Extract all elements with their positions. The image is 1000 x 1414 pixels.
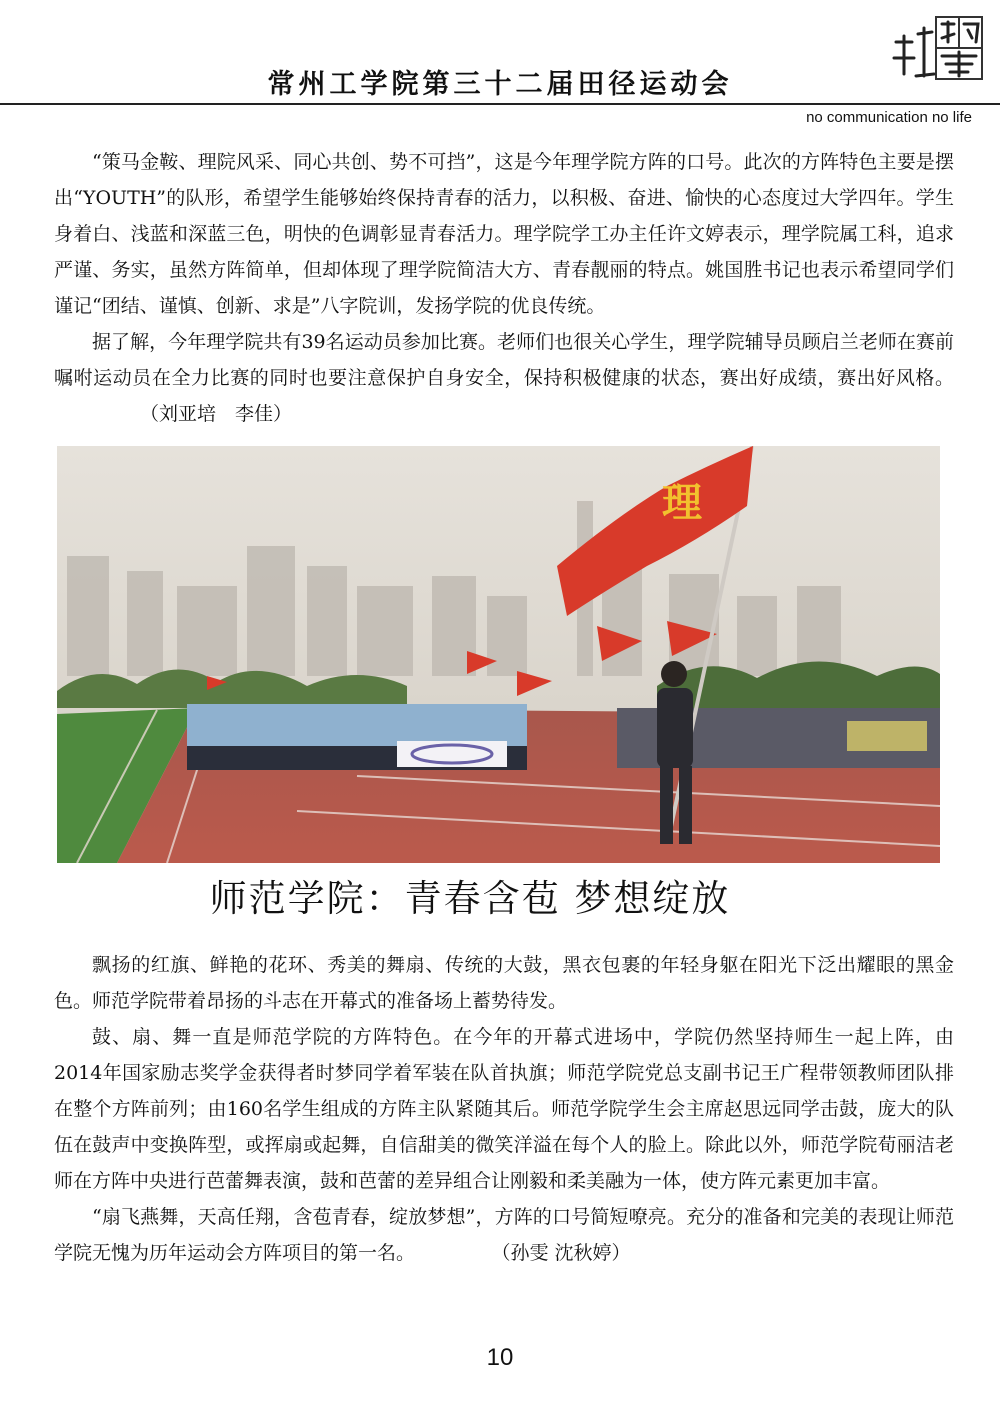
article-paragraph: 据了解，今年理学院共有39名运动员参加比赛。老师们也很关心学生，理学院辅导员顾启兰老师在赛前嘱咐运动员在全力比赛的同时也要注意保护自身安全，保持积极健康的状态，赛出好成绩，赛出好风格。（刘亚培 李佳）: [54, 331, 954, 425]
tagline: no communication no life: [806, 109, 972, 126]
page-number: 10: [486, 1344, 514, 1371]
article-paragraph: “策马金鞍、理院风采、同心共创、势不可挡”，这是今年理学院方阵的口号。此次的方阵特色主要是摆出“YOUTH”的队形，希望学生能够始终保持青春的活力，以积极、奋进、愉快的心态度过大学四年。学生身着白、浅蓝和深蓝三色，明快的色调彰显青春活力。理学院学工办主任许文婷表示，理学院属工科，追求严谨、务实，虽然方阵简单，但却体现了理学院简洁大方、青春靓丽的特点。姚国胜书记也表示希望同学们谨记“团结、谨慎、创新、求是”八字院训，发扬学院的优良传统。: [54, 151, 954, 317]
article-paragraph: 鼓、扇、舞一直是师范学院的方阵特色。在今年的开幕式进场中，学院仍然坚持师生一起上阵，由2014年国家励志奖学金获得者时梦同学着军装在队首执旗；师范学院党总支副书记王广程带领教师团队排在整个方阵前列；由160名学生组成的方阵主队紧随其后。师范学院学生会主席赵思远同学击鼓，庞大的队伍在鼓声中变换阵型，或挥扇或起舞，自信甜美的微笑洋溢在每个人的脸上。除此以外，师范学院荀丽洁老师在方阵中央进行芭蕾舞表演，鼓和芭蕾的差异组合让刚毅和柔美融为一体，使方阵元素更加丰富。: [54, 1026, 954, 1192]
article-science-college: [54, 144, 954, 432]
article-normal-college: [54, 947, 954, 1271]
header-divider: [0, 103, 1000, 105]
article-byline: （孙雯 沈秋婷）: [501, 1242, 631, 1264]
article-paragraph: 飘扬的红旗、鲜艳的花环、秀美的舞扇、传统的大鼓，黑衣包裹的年轻身躯在阳光下泛出耀眼的黑金色。师范学院带着昂扬的斗志在开幕式的准备场上蓄势待发。: [54, 954, 954, 1012]
article-paragraph: “扇飞燕舞，天高任翔，含苞青春，绽放梦想”，方阵的口号简短嘹亮。充分的准备和完美的表现让师范学院无愧为历年运动会方阵项目的第一名。 （孙雯 沈秋婷）: [54, 1206, 954, 1264]
flag-character: 理: [662, 479, 702, 526]
brand-seal-logo: [888, 14, 986, 82]
parade-photo: [57, 446, 940, 863]
article-byline: （刘亚培 李佳）: [140, 403, 293, 425]
section-title: 师范学院：青春含苞 梦想绽放: [209, 877, 731, 920]
newsletter-title: 常州工学院第三十二届田径运动会: [267, 69, 733, 100]
